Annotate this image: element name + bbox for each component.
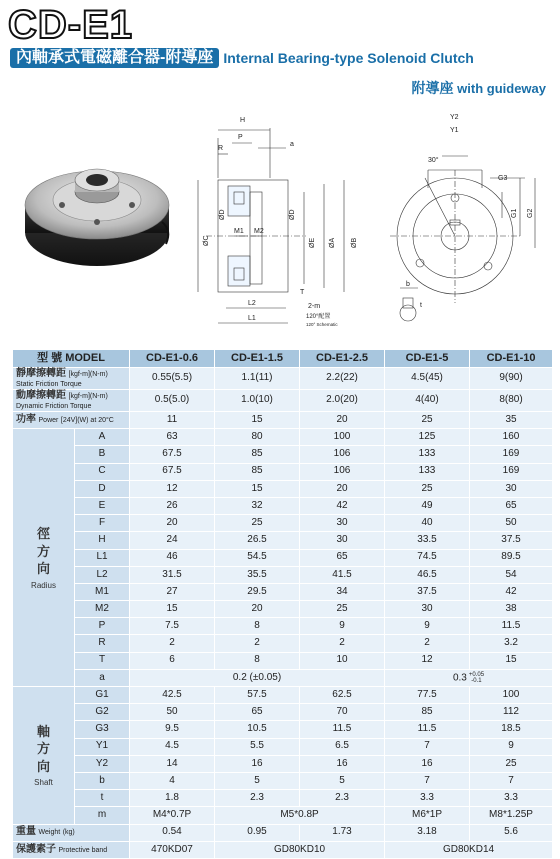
cell: 16: [385, 755, 470, 772]
cell: 0.54: [130, 824, 215, 841]
cell: 25: [470, 755, 553, 772]
table-row: [13, 721, 553, 738]
cell: 33.5: [385, 532, 470, 549]
cell: 9: [385, 618, 470, 635]
cell: 65: [215, 704, 300, 721]
cell: 30: [385, 601, 470, 618]
cell: 25: [385, 480, 470, 497]
cell: 0.2 (±0.05): [130, 669, 385, 686]
group-en: Shaft: [34, 778, 53, 788]
cell: 26: [130, 497, 215, 514]
dynamic-torque-row: [13, 390, 553, 412]
label-en: Dynamic Friction Torque: [16, 403, 92, 411]
tol-up: +0.05: [468, 671, 485, 678]
model-col: CD-E1-10: [470, 350, 553, 368]
table-row-m: [13, 807, 553, 824]
dim-l2: L2: [248, 300, 256, 307]
cell: 169: [470, 446, 553, 463]
table-row: [13, 463, 553, 480]
cell: 133: [385, 446, 470, 463]
cell: 11.5: [300, 721, 385, 738]
cell: 2.0(20): [300, 390, 385, 412]
cell: 106: [300, 463, 385, 480]
cell: 54: [470, 566, 553, 583]
cell: 32: [215, 497, 300, 514]
dim-d-left: ØD: [219, 209, 226, 220]
dim-g1: G1: [511, 208, 518, 218]
dim-code: G2: [75, 704, 130, 721]
dim-code: G3: [75, 721, 130, 738]
dim-b-key: b: [406, 281, 410, 288]
dim-y1: Y1: [450, 127, 459, 134]
cell: 10: [300, 652, 385, 669]
dim-code: t: [75, 790, 130, 807]
cell: 5.5: [215, 738, 300, 755]
cell: GD80KD14: [385, 841, 553, 858]
cell: 10.5: [215, 721, 300, 738]
a-value: 0.3: [452, 672, 467, 684]
cell: 26.5: [215, 532, 300, 549]
dim-a-dia: ØA: [329, 237, 336, 248]
model-header: [13, 350, 130, 368]
dim-code: L1: [75, 549, 130, 566]
cell: 2.3: [300, 790, 385, 807]
cell: 125: [385, 429, 470, 446]
cell: 80: [215, 429, 300, 446]
cell: 1.73: [300, 824, 385, 841]
cell: 16: [215, 755, 300, 772]
dim-30deg: 30°: [428, 157, 439, 164]
cell: 7: [470, 772, 553, 789]
table-row: [13, 497, 553, 514]
cell: 4.5: [130, 738, 215, 755]
cell: 54.5: [215, 549, 300, 566]
a-tolerance: [469, 672, 484, 684]
cell: 49: [385, 497, 470, 514]
cell: 15: [470, 652, 553, 669]
weight-row: [13, 824, 553, 841]
table-row: [13, 429, 553, 446]
cell: 6.5: [300, 738, 385, 755]
static-torque-label: [13, 368, 130, 390]
dynamic-torque-label: [13, 390, 130, 412]
dim-a: a: [290, 141, 294, 148]
label-en: Power: [38, 416, 59, 424]
dim-120-zh: 120°配置: [306, 314, 331, 320]
dim-code: Y1: [75, 738, 130, 755]
dim-code: m: [75, 807, 130, 824]
cell: 70: [300, 704, 385, 721]
protective-row: [13, 841, 553, 858]
table-row: [13, 583, 553, 600]
cell: 18.5: [470, 721, 553, 738]
table-row: [13, 772, 553, 789]
dim-m2: M2: [254, 228, 264, 235]
dim-b: ØB: [351, 237, 358, 248]
cell: 42: [300, 497, 385, 514]
dim-g2: G2: [527, 208, 534, 218]
dim-r: R: [218, 145, 224, 152]
table-row: [13, 704, 553, 721]
label-en: Static Friction Torque: [16, 381, 82, 389]
group-char: 向: [36, 758, 50, 774]
cell: M8*1.25P: [470, 807, 553, 824]
side-section-drawing: [196, 108, 371, 340]
front-view-drawing: [370, 108, 550, 340]
table-row: [13, 601, 553, 618]
cell: 3.3: [385, 790, 470, 807]
cell: 34: [300, 583, 385, 600]
cell: 3.18: [385, 824, 470, 841]
dim-code: B: [75, 446, 130, 463]
dim-code: D: [75, 480, 130, 497]
tol-dn: -0.1: [471, 677, 482, 684]
cell: 46.5: [385, 566, 470, 583]
table-row: [13, 687, 553, 704]
cell: 57.5: [215, 687, 300, 704]
weight-label: [13, 824, 130, 841]
spec-table: [12, 349, 553, 859]
dim-120-en: 120° Schematic: [306, 322, 338, 327]
cell: 27: [130, 583, 215, 600]
cell: 4(40): [385, 390, 470, 412]
cell: 0.95: [215, 824, 300, 841]
dim-code: R: [75, 635, 130, 652]
table-row: [13, 790, 553, 807]
model-header-en: MODEL: [65, 351, 105, 364]
label-en: Weight: [38, 829, 61, 837]
dim-y2: Y2: [450, 114, 459, 121]
cell: 42.5: [130, 687, 215, 704]
cell: 65: [470, 497, 553, 514]
group-char: 方: [36, 741, 50, 757]
table-row: [13, 618, 553, 635]
cell: 20: [300, 480, 385, 497]
cell: 85: [215, 446, 300, 463]
cell: 31.5: [130, 566, 215, 583]
protective-label: [13, 841, 130, 858]
cell: 11.5: [385, 721, 470, 738]
group-char: 軸: [36, 723, 50, 739]
subtitle-chinese: 內軸承式電磁離合器-附導座: [10, 48, 219, 68]
cell: 24: [130, 532, 215, 549]
dim-code: P: [75, 618, 130, 635]
cell: 35.5: [215, 566, 300, 583]
table-row: [13, 738, 553, 755]
label-zh: 動摩擦轉距: [16, 389, 66, 401]
cell: GD80KD10: [215, 841, 385, 858]
cell: 25: [215, 515, 300, 532]
cell: 89.5: [470, 549, 553, 566]
cell: 7: [385, 772, 470, 789]
label-zh: 功率: [16, 413, 36, 425]
cell: 112: [470, 704, 553, 721]
dim-code: E: [75, 497, 130, 514]
cell: [385, 669, 553, 686]
label-zh: 靜摩擦轉距: [16, 367, 66, 379]
model-col: CD-E1-1.5: [215, 350, 300, 368]
cell: 77.5: [385, 687, 470, 704]
cell: 0.55(5.5): [130, 368, 215, 390]
cell: 169: [470, 463, 553, 480]
cell: 9.5: [130, 721, 215, 738]
table-row: [13, 515, 553, 532]
cell: 9: [300, 618, 385, 635]
label-unit: (kg): [62, 829, 75, 837]
table-row: [13, 566, 553, 583]
dim-code: Y2: [75, 755, 130, 772]
cell: 11: [130, 412, 215, 429]
cell: 1.0(10): [215, 390, 300, 412]
static-torque-row: [13, 368, 553, 390]
cell: 7.5: [130, 618, 215, 635]
cell: 1.8: [130, 790, 215, 807]
dim-code: M1: [75, 583, 130, 600]
model-col: CD-E1-2.5: [300, 350, 385, 368]
table-row: [13, 549, 553, 566]
group-char: 方: [36, 543, 50, 559]
label-unit: [24V](W) at 20°C: [60, 416, 114, 424]
cell: 0.5(5.0): [130, 390, 215, 412]
cell: 3.3: [470, 790, 553, 807]
dim-code: A: [75, 429, 130, 446]
page-title: CD-E1: [8, 3, 134, 47]
dim-code: F: [75, 515, 130, 532]
cell: 9: [470, 738, 553, 755]
model-header-zh: 型 號: [37, 351, 63, 364]
model-col: CD-E1-0.6: [130, 350, 215, 368]
cell: 5.6: [470, 824, 553, 841]
cell: M6*1P: [385, 807, 470, 824]
dim-code: T: [75, 652, 130, 669]
cell: 470KD07: [130, 841, 215, 858]
cell: 63: [130, 429, 215, 446]
subtitle-bar: [10, 48, 558, 68]
header-row: [13, 350, 553, 368]
radius-group-label: [13, 429, 75, 687]
cell: 37.5: [385, 583, 470, 600]
table-row: [13, 446, 553, 463]
cell: 14: [130, 755, 215, 772]
cell: 4.5(45): [385, 368, 470, 390]
cell: 20: [215, 601, 300, 618]
cell: 67.5: [130, 463, 215, 480]
cell: 25: [385, 412, 470, 429]
label-unit: [kgf-m](N-m): [68, 370, 108, 378]
cell: 40: [385, 515, 470, 532]
dim-code: H: [75, 532, 130, 549]
dim-h: H: [240, 117, 246, 124]
cell: 12: [385, 652, 470, 669]
cell: 7: [385, 738, 470, 755]
cell: 65: [300, 549, 385, 566]
shaft-group-label: [13, 687, 75, 825]
table-row: [13, 480, 553, 497]
dim-code: C: [75, 463, 130, 480]
cell: 2: [300, 635, 385, 652]
cell: 46: [130, 549, 215, 566]
cell: 5: [215, 772, 300, 789]
cell: 16: [300, 755, 385, 772]
cell: M4*0.7P: [130, 807, 215, 824]
group-char: 向: [36, 561, 50, 577]
dim-2m: 2-m: [308, 303, 321, 310]
cell: 6: [130, 652, 215, 669]
dim-e: ØE: [309, 237, 316, 248]
cell: 2: [215, 635, 300, 652]
product-photo: [12, 150, 187, 275]
cell: 85: [385, 704, 470, 721]
cell: 15: [130, 601, 215, 618]
guideway-label: [412, 78, 546, 98]
dim-t-key: t: [420, 302, 422, 309]
cell: 20: [300, 412, 385, 429]
label-en: Protective band: [58, 846, 108, 854]
table-row: [13, 652, 553, 669]
dim-p: P: [238, 134, 243, 141]
cell: 133: [385, 463, 470, 480]
cell: 5: [300, 772, 385, 789]
cell: 8: [215, 652, 300, 669]
cell: 30: [470, 480, 553, 497]
dim-code: G1: [75, 687, 130, 704]
model-col: CD-E1-5: [385, 350, 470, 368]
cell: 35: [470, 412, 553, 429]
subtitle-english: Internal Bearing-type Solenoid Clutch: [223, 50, 474, 66]
cell: 9(90): [470, 368, 553, 390]
cell: 106: [300, 446, 385, 463]
cell: 3.2: [470, 635, 553, 652]
cell: 1.1(11): [215, 368, 300, 390]
cell: 8: [215, 618, 300, 635]
cell: 62.5: [300, 687, 385, 704]
cell: 41.5: [300, 566, 385, 583]
cell: 8(80): [470, 390, 553, 412]
dim-code: a: [75, 669, 130, 686]
dim-d-right: ØD: [289, 209, 296, 220]
group-en: Radius: [31, 580, 56, 590]
label-zh: 保護素子: [16, 843, 56, 855]
table-row: [13, 532, 553, 549]
cell: 12: [130, 480, 215, 497]
cell: 160: [470, 429, 553, 446]
cell: 42: [470, 583, 553, 600]
cell: 25: [300, 601, 385, 618]
table-row: [13, 755, 553, 772]
cell: 20: [130, 515, 215, 532]
cell: 50: [130, 704, 215, 721]
guideway-chinese: 附導座: [411, 80, 454, 96]
cell: 100: [470, 687, 553, 704]
cell: M5*0.8P: [215, 807, 385, 824]
cell: 67.5: [130, 446, 215, 463]
dim-code: b: [75, 772, 130, 789]
power-label: [13, 412, 130, 429]
dim-c: ØC: [203, 235, 210, 246]
dim-code: M2: [75, 601, 130, 618]
cell: 50: [470, 515, 553, 532]
cell: 100: [300, 429, 385, 446]
cell: 38: [470, 601, 553, 618]
cell: 15: [215, 480, 300, 497]
cell: 2: [385, 635, 470, 652]
cell: 15: [215, 412, 300, 429]
guideway-english: with guideway: [457, 81, 546, 96]
cell: 2.2(22): [300, 368, 385, 390]
dim-g3: G3: [498, 175, 508, 182]
dim-code: L2: [75, 566, 130, 583]
cell: 37.5: [470, 532, 553, 549]
cell: 11.5: [470, 618, 553, 635]
cell: 2.3: [215, 790, 300, 807]
group-char: 徑: [36, 526, 50, 542]
table-row-a: [13, 669, 553, 686]
dim-l1: L1: [248, 315, 256, 322]
cell: 30: [300, 515, 385, 532]
label-unit: [kgf-m](N-m): [68, 392, 108, 400]
power-row: [13, 412, 553, 429]
cell: 30: [300, 532, 385, 549]
dim-m1: M1: [234, 228, 244, 235]
label-zh: 重量: [16, 826, 36, 838]
cell: 2: [130, 635, 215, 652]
cell: 4: [130, 772, 215, 789]
cell: 74.5: [385, 549, 470, 566]
table-row: [13, 635, 553, 652]
cell: 85: [215, 463, 300, 480]
dim-t: T: [300, 289, 305, 296]
cell: 29.5: [215, 583, 300, 600]
